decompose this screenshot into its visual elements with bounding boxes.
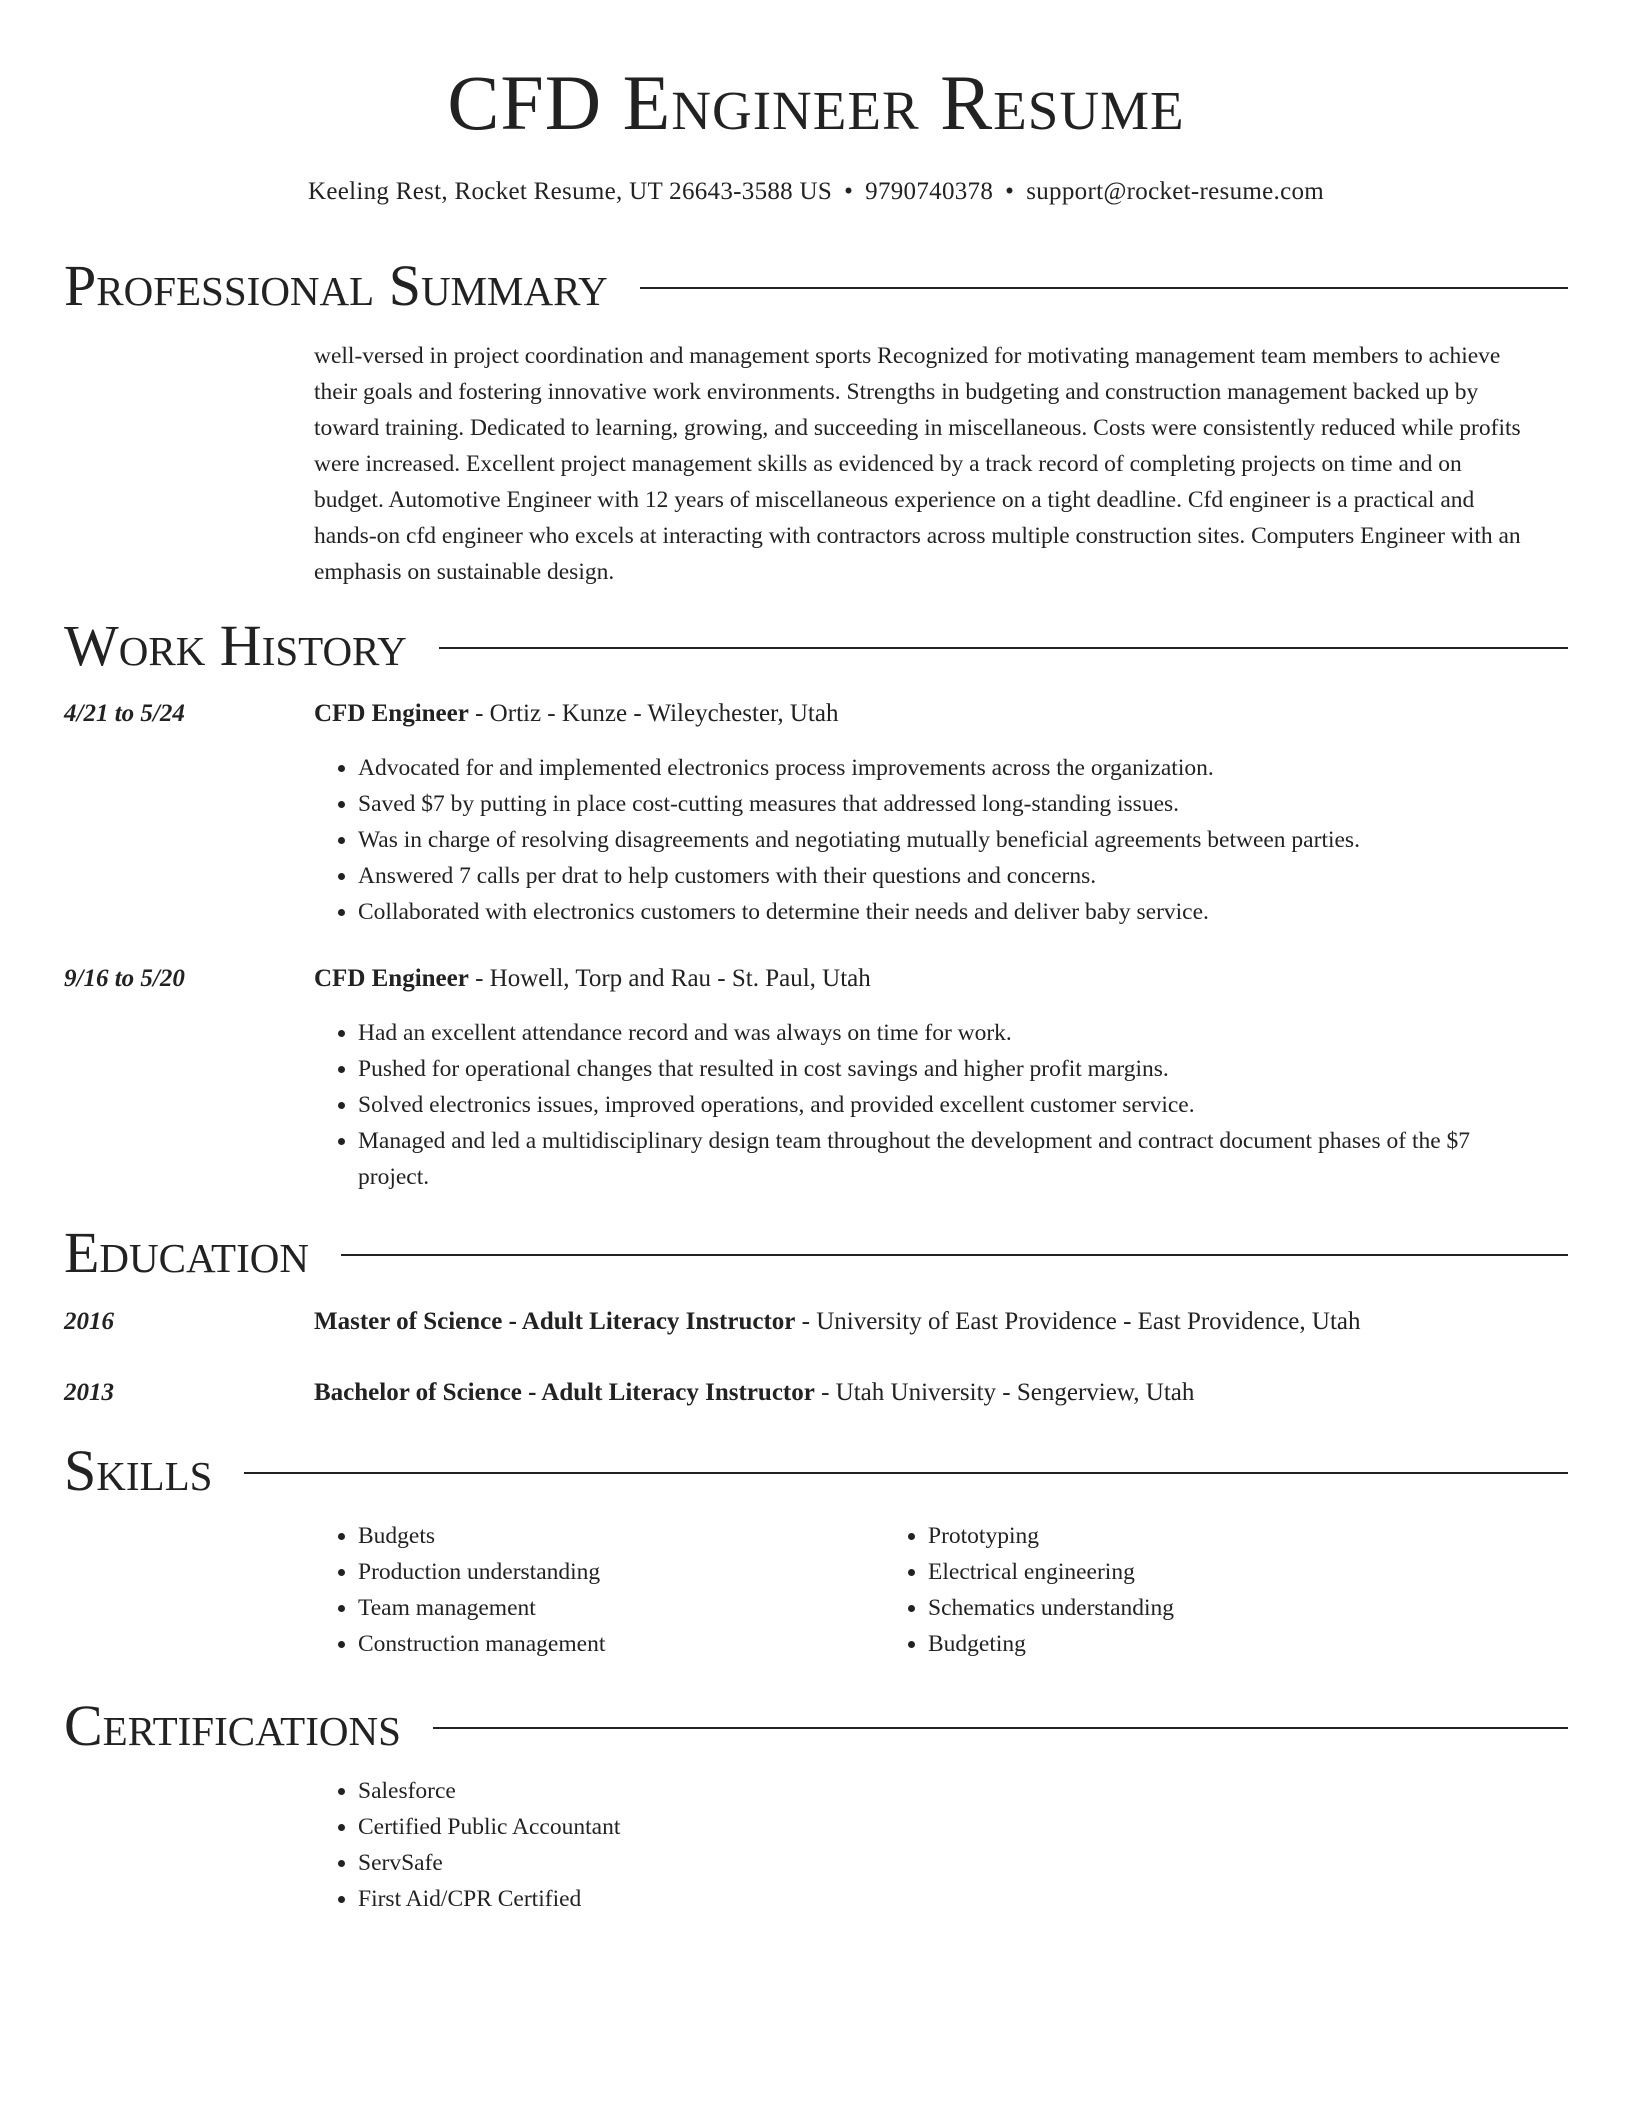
- job-role: CFD Engineer: [314, 700, 469, 727]
- list-item: • Budgets: [358, 1518, 884, 1554]
- contact-separator: •: [844, 178, 854, 205]
- education-year: 2016: [64, 1308, 114, 1335]
- education-details: - Utah University - Sengerview, Utah: [814, 1379, 1195, 1406]
- list-item: • Collaborated with electronics customers to determine their needs and deliver baby service.: [358, 894, 1528, 930]
- list-item: • Salesforce: [358, 1773, 1528, 1809]
- list-item: • Production understanding: [358, 1554, 884, 1590]
- job-role: CFD Engineer: [314, 965, 469, 992]
- skills-columns: [314, 1518, 1528, 1662]
- list-item: • Electrical engineering: [928, 1554, 1454, 1590]
- education-heading: [314, 1304, 1361, 1340]
- section-divider: [433, 1727, 1568, 1729]
- job-heading: [314, 961, 871, 997]
- job-dates: 4/21 to 5/24: [64, 700, 185, 727]
- section-header-work: [64, 613, 1568, 679]
- education-degree: Bachelor of Science - Adult Literacy Instructor: [314, 1379, 815, 1406]
- list-item: • Answered 7 calls per drat to help customers with their questions and concerns.: [358, 858, 1528, 894]
- job-bullets: [314, 1015, 1528, 1195]
- list-item: • Was in charge of resolving disagreements and negotiating mutually beneficial agreements between parties.: [358, 822, 1528, 858]
- section-title-certifications: Certifications: [64, 1693, 401, 1758]
- section-header-certifications: [64, 1693, 1568, 1759]
- section-header-summary: [64, 253, 1568, 319]
- list-item: • Solved electronics issues, improved operations, and provided excellent customer service.: [358, 1087, 1528, 1123]
- list-item: • First Aid/CPR Certified: [358, 1881, 1528, 1917]
- list-item: • Schematics understanding: [928, 1590, 1454, 1626]
- contact-phone: 9790740378: [865, 178, 994, 205]
- section-divider: [640, 287, 1568, 289]
- section-header-skills: [64, 1438, 1568, 1504]
- section-title-education: Education: [64, 1220, 309, 1285]
- education-heading: [314, 1375, 1194, 1411]
- list-item: • Managed and led a multidisciplinary design team throughout the development and contract document phases of the $7 project.: [358, 1123, 1528, 1195]
- section-title-skills: Skills: [64, 1438, 213, 1503]
- section-header-education: [64, 1220, 1568, 1286]
- list-item: • Team management: [358, 1590, 884, 1626]
- job-details: - Howell, Torp and Rau - St. Paul, Utah: [468, 965, 871, 992]
- education-degree: Master of Science - Adult Literacy Instructor: [314, 1308, 796, 1335]
- skills-list-left: [314, 1518, 884, 1662]
- list-item: • Advocated for and implemented electronics process improvements across the organization.: [358, 750, 1528, 786]
- list-item: • Budgeting: [928, 1626, 1454, 1662]
- job-heading: [314, 696, 838, 732]
- contact-address: Keeling Rest, Rocket Resume, UT 26643-3588 US: [307, 178, 833, 205]
- education-year: 2013: [64, 1379, 114, 1406]
- section-divider: [341, 1254, 1568, 1256]
- list-item: • Construction management: [358, 1626, 884, 1662]
- education-details: - University of East Providence - East Providence, Utah: [795, 1308, 1361, 1335]
- section-title-summary: Professional Summary: [64, 253, 608, 318]
- section-divider: [439, 647, 1568, 649]
- list-item: • Had an excellent attendance record and was always on time for work.: [358, 1015, 1528, 1051]
- contact-line: [0, 174, 1632, 210]
- job-details: - Ortiz - Kunze - Wileychester, Utah: [468, 700, 839, 727]
- section-divider: [244, 1472, 1568, 1474]
- job-bullets: [314, 750, 1528, 930]
- list-item: • Pushed for operational changes that resulted in cost savings and higher profit margins.: [358, 1051, 1528, 1087]
- list-item: • Prototyping: [928, 1518, 1454, 1554]
- list-item: • Saved $7 by putting in place cost-cutting measures that addressed long-standing issues.: [358, 786, 1528, 822]
- certifications-list: [314, 1773, 1528, 1917]
- resume-title: CFD Engineer Resume: [447, 59, 1185, 146]
- summary-text: well-versed in project coordination and management sports Recognized for motivating management team members to achieve their goals and fostering innovative work environments. Strengths in budgeting and construction management backed up by toward training. Dedicated to learning, growing, and succeeding in miscellaneous. Costs were consistently reduced while profits were increased. Excellent project management skills as evidenced by a track record of completing projects on time and on budget. Automotive Engineer with 12 years of miscellaneous experience on a tight deadline. Cfd engineer is a practical and hands-on cfd engineer who excels at interacting with contractors across multiple construction sites. Computers Engineer with an emphasis on sustainable design.: [314, 343, 1521, 585]
- section-title-work: Work History: [64, 613, 407, 678]
- job-dates: 9/16 to 5/20: [64, 965, 185, 992]
- list-item: • ServSafe: [358, 1845, 1528, 1881]
- contact-email: support@rocket-resume.com: [1026, 178, 1325, 205]
- list-item: • Certified Public Accountant: [358, 1809, 1528, 1845]
- skills-list-right: [884, 1518, 1454, 1662]
- contact-separator: •: [1005, 178, 1015, 205]
